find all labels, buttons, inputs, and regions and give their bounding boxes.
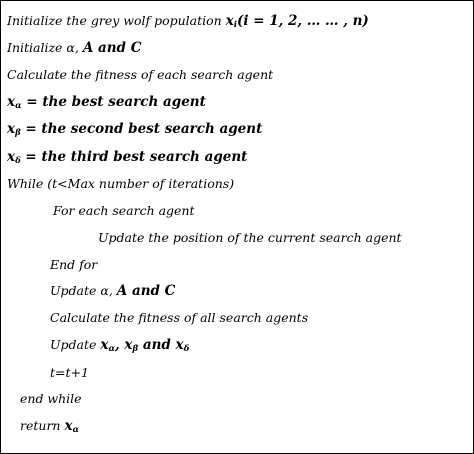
line-text: End for — [50, 257, 98, 272]
math-subscript: δ — [183, 344, 190, 355]
math-expression: = the third best search agent — [20, 149, 248, 165]
line-text: Initialize the grey wolf population — [7, 13, 226, 28]
algo-line-for-each — [53, 203, 195, 219]
math-var: x — [100, 337, 109, 353]
algo-line-x-delta — [7, 149, 247, 165]
math-var: x — [225, 13, 234, 29]
line-text: return — [20, 418, 65, 433]
math-var: x — [124, 337, 133, 353]
algo-line-init-population — [7, 13, 369, 29]
math-separator: , — [115, 337, 125, 353]
line-text: Calculate the fitness of each search agent — [7, 67, 274, 82]
algo-line-calc-fitness-all — [50, 310, 308, 326]
line-text: Update — [50, 337, 101, 352]
math-var: x — [7, 94, 16, 110]
line-text: While (t<Max number of iterations) — [7, 176, 235, 191]
math-subscript: α — [72, 425, 80, 436]
math-expression: = the second best search agent — [20, 121, 263, 137]
math-subscript: β — [132, 344, 139, 355]
line-text: For each search agent — [53, 203, 195, 218]
math-expression: = the best search agent — [21, 94, 206, 110]
algo-line-update-position — [98, 230, 402, 246]
algo-line-update-params — [50, 283, 175, 299]
algo-line-calc-fitness — [7, 67, 273, 83]
algo-line-end-while — [20, 391, 82, 407]
line-text: Calculate the fitness of all search agents — [50, 310, 309, 325]
line-text: Update α, — [50, 283, 117, 298]
algo-line-x-beta — [7, 121, 262, 137]
algo-line-while — [7, 176, 234, 192]
math-expression: A and C — [82, 40, 142, 56]
line-text: t=t+1 — [50, 365, 89, 380]
line-text: Update the position of the current search agent — [98, 230, 402, 245]
math-var: x — [175, 337, 184, 353]
math-subscript: δ — [15, 156, 21, 167]
algo-line-init-params — [7, 40, 141, 56]
math-subscript: α — [15, 101, 22, 112]
math-var: x — [7, 121, 16, 137]
math-var: x — [7, 149, 16, 165]
line-text: end while — [20, 391, 82, 406]
math-expression: (i = 1, 2, … … , n) — [237, 13, 369, 29]
algo-line-update-leaders — [50, 337, 189, 353]
math-expression: A and C — [116, 283, 176, 299]
math-subscript: β — [15, 128, 21, 139]
math-separator: and — [138, 337, 176, 353]
algo-line-return — [20, 418, 79, 434]
math-subscript: i — [233, 20, 237, 31]
algo-line-increment — [50, 365, 89, 381]
line-text: Initialize α, — [7, 40, 83, 55]
math-subscript: α — [108, 344, 115, 355]
math-var: x — [64, 418, 73, 434]
algo-line-end-for — [50, 257, 97, 273]
algo-line-x-alpha — [7, 94, 206, 110]
